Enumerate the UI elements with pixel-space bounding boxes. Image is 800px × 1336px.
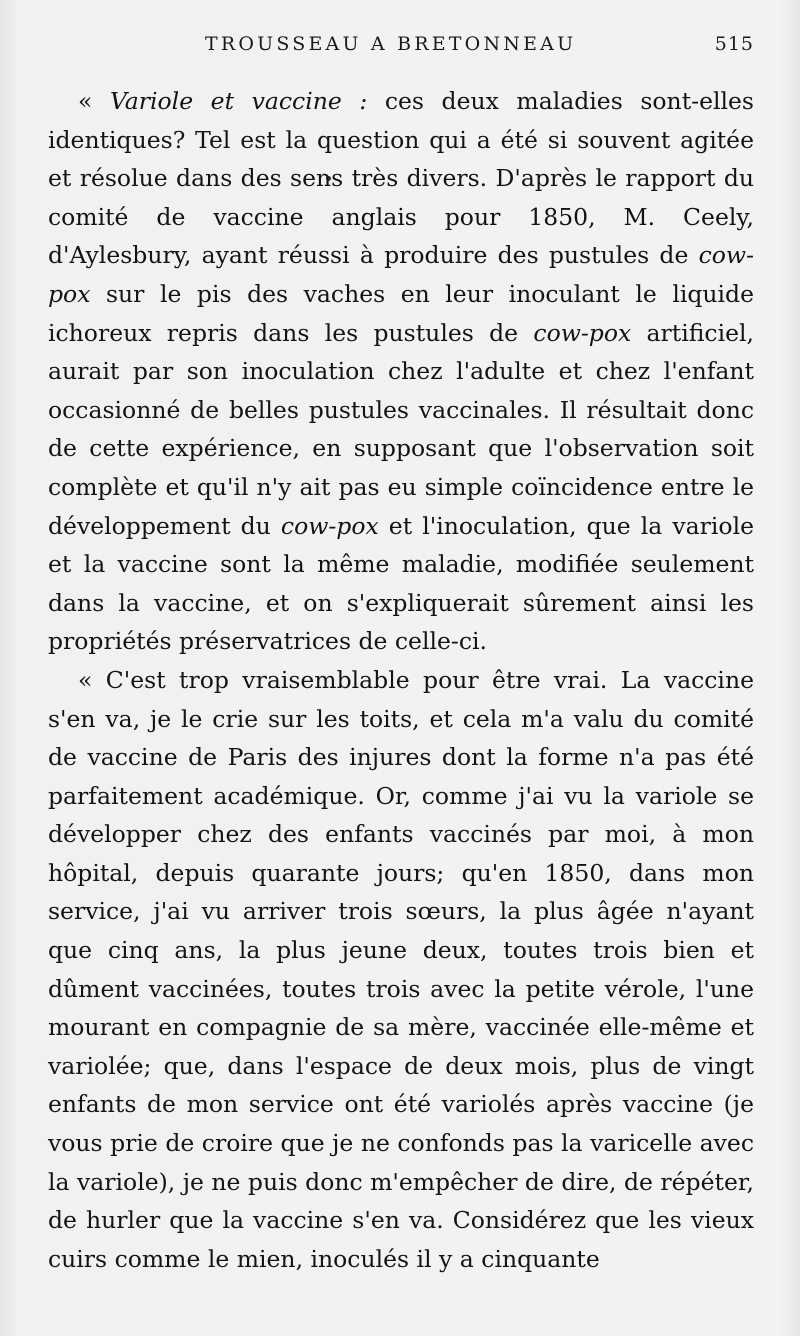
running-title: TROUSSEAU A BRETONNEAU	[205, 33, 577, 55]
italic-term: cow-pox	[533, 318, 632, 347]
italic-term: cow-pox	[280, 511, 379, 540]
text-run: artificiel, aurait par son inoculation chez l'adulte et chez l'enfant occasionné de belles pustules vaccinales. Il résultait donc de cette expérience, en supposant que l'observation soit complète et qu'il n'y ait pas eu simple coïncidence entre le développement du	[48, 318, 754, 540]
text-run: «	[78, 87, 110, 115]
text-run: et l'inoculation, que la variole et la vaccine sont la même maladie, modifiée seulement dans la vaccine, et on s'expliquerait sûrement ainsi les propriétés préservatrices de celle-ci.	[48, 511, 754, 656]
italic-term: cow-pox	[48, 241, 754, 308]
body-text	[48, 82, 754, 1278]
paragraph-variole-et-vaccine	[48, 82, 754, 661]
italic-term: Variole et vaccine :	[109, 87, 368, 115]
paragraph-vaccine-s-en-va: « C'est trop vraisemblable pour être vrai. La vaccine s'en va, je le crie sur les toits, et cela m'a valu du comité de vaccine de Paris des injures dont la forme n'a pas été parfaitement académique. Or, comme j'ai vu la variole se développer chez des enfants vaccinés par moi, à mon hôpital, depuis quarante jours; qu'en 1850, dans mon service, j'ai vu arriver trois sœurs, la plus âgée n'ayant que cinq ans, la plus jeune deux, toutes trois bien et dûment vaccinées, toutes trois avec la petite vérole, l'une mourant en compagnie de sa mère, vaccinée elle-même et variolée; que, dans l'espace de deux mois, plus de vingt enfants de mon service ont été variolés après vaccine (je vous prie de croire que je ne confonds pas la varicelle avec la variole), je ne puis donc m'empêcher de dire, de répéter, de hurler que la vaccine s'en va. Considérez que les vieux cuirs comme le mien, inoculés il y a cinquante	[48, 665, 754, 1273]
text-run: ces deux maladies sont-elles identiques? Tel est la question qui a été si souvent agitée et résolue dans des sens très divers. D'après le rapport du comité de vaccine anglais pour 1850, M. Ceely, d'Aylesbury, ayant réussi à produire des pustules de	[48, 87, 754, 270]
text-run: sur le pis des vaches en leur inoculant le liquide ichoreux repris dans les pustules de	[48, 279, 754, 347]
page-number: 515	[714, 33, 754, 55]
running-head	[0, 33, 800, 63]
